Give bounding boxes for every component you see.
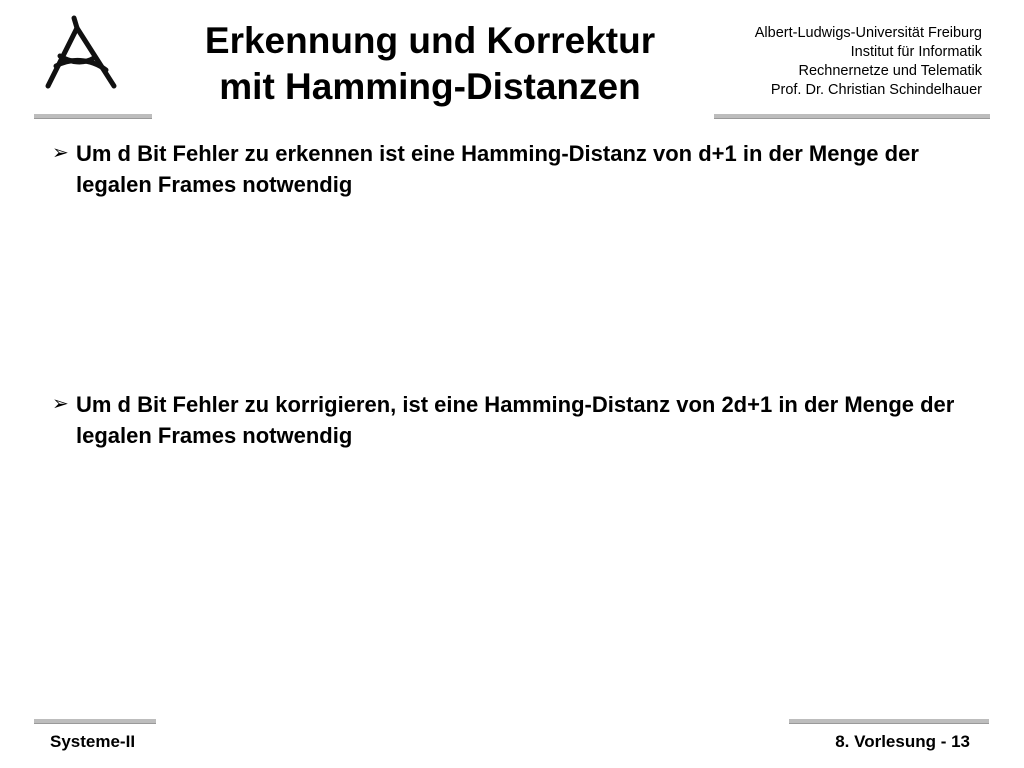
bottom-left-rule bbox=[34, 719, 156, 724]
top-left-rule bbox=[34, 114, 152, 119]
footer-course-name: Systeme-II bbox=[50, 732, 136, 751]
bullet-text: Um d Bit Fehler zu korrigieren, ist eine Hamming-Distanz von 2d+1 in der Menge der legalen Frames notwendig bbox=[76, 392, 955, 448]
bullet-item bbox=[52, 389, 982, 451]
footer-page-number: 8. Vorlesung - 13 bbox=[835, 732, 970, 751]
bullet-text: Um d Bit Fehler zu erkennen ist eine Hamming-Distanz von d+1 in der Menge der legalen Frames notwendig bbox=[76, 141, 919, 197]
bullet-arrow-icon: ➢ bbox=[52, 142, 69, 164]
institution-line-professor: Prof. Dr. Christian Schindelhauer bbox=[770, 82, 982, 98]
top-right-rule bbox=[714, 114, 990, 119]
institution-info bbox=[682, 24, 982, 100]
title-line-2: mit Hamming-Distanzen bbox=[219, 66, 641, 107]
university-logo-icon bbox=[40, 14, 124, 94]
institution-line-institute: Institut für Informatik bbox=[850, 44, 982, 60]
slide-title bbox=[170, 18, 690, 110]
bullet-arrow-icon: ➢ bbox=[52, 393, 69, 415]
title-line-1: Erkennung und Korrektur bbox=[204, 20, 656, 61]
institution-line-department: Rechnernetze und Telematik bbox=[798, 63, 982, 79]
bullet-item bbox=[52, 138, 982, 200]
bottom-right-rule bbox=[789, 719, 989, 724]
institution-line-university: Albert-Ludwigs-Universität Freiburg bbox=[754, 25, 982, 41]
